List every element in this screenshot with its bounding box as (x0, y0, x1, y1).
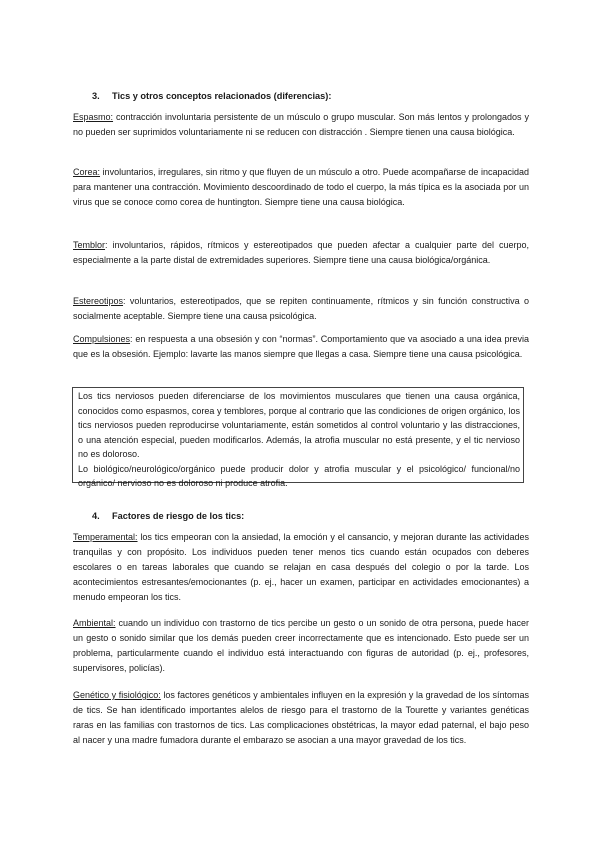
section-3-title: Tics y otros conceptos relacionados (diferencias): (112, 91, 332, 101)
term-label: Corea: (73, 167, 101, 177)
definition-estereotipos (73, 294, 529, 324)
factor-genetico (73, 688, 529, 748)
factor-text: los factores genéticos y ambientales influyen en la expresión y la gravedad de los síntomas de tics. Se han identificado importantes alelos de riesgo para el trastorno de la Tourette y variantes genéticas raras en las familias con trastornos de tics. Las complicaciones obstétricas, la mayor edad paternal, el bajo peso al nacer y una madre fumadora durante el embarazo se asocian a una mayor gravedad de los tics. (73, 690, 529, 745)
term-label: Temperamental: (73, 532, 138, 542)
section-3-number: 3. (92, 91, 100, 101)
term-label: Ambiental: (73, 618, 116, 628)
section-4-number: 4. (92, 511, 100, 521)
definition-text: : voluntarios, estereotipados, que se repiten continuamente, rítmicos y sin función constructiva o socialmente aceptable. Siempre tiene una causa psicológica. (73, 296, 529, 321)
section-4-heading (92, 509, 244, 524)
term-label: Temblor (73, 240, 106, 250)
definition-espasmo (73, 110, 529, 140)
definition-temblor (73, 238, 529, 268)
summary-box (72, 387, 524, 488)
factor-ambiental (73, 616, 529, 676)
definition-compulsiones (73, 332, 529, 362)
definition-corea (73, 165, 529, 210)
summary-paragraph-2: Lo biológico/neurológico/orgánico puede producir dolor y atrofia muscular y el psicológico/ funcional/no orgánico/ nervioso no es doloroso ni produce atrofia. (78, 463, 520, 488)
factor-temperamental (73, 530, 529, 605)
term-label: Estereotipos (73, 296, 124, 306)
definition-text: : involuntarios, rápidos, rítmicos y estereotipados que pueden afectar a cualquier parte del cuerpo, especialmente a la parte distal de extremidades superiores. Siempre tiene una causa biológica/orgánica. (73, 240, 529, 265)
term-label: Espasmo: (73, 112, 114, 122)
section-4-title: Factores de riesgo de los tics: (112, 511, 245, 521)
term-label: Genético y fisiológico: (73, 690, 161, 700)
definition-text: : en respuesta a una obsesión y con “normas”. Comportamiento que va asociado a una idea previa que es la obsesión. Ejemplo: lavarte las manos siempre que llegas a casa. Siempre tiene una causa psicológica. (73, 334, 529, 359)
factor-text: los tics empeoran con la ansiedad, la emoción y el cansancio, y mejoran durante las actividades tranquilas y con propósito. Los individuos pueden tener menos tics cuando están ocupados con deberes escolares o en tareas laborales que cuando se relajan en casa después del colegio o por la tarde. Los acontecimientos estresantes/emocionantes (p. ej., hacer un examen, participar en actividades emocionantes) a menudo empeoran los tics. (73, 532, 529, 602)
factor-text: cuando un individuo con trastorno de tics percibe un gesto o un sonido de otra persona, puede hacer un gesto o sonido similar que los demás pueden creer incorrectamente que es intencionado. Esto puede ser un problema, particularmente cuando el individuo está interactuando con figuras de autoridad (p. ej., profesores, supervisores, policías). (73, 618, 529, 673)
definition-text: contracción involuntaria persistente de un músculo o grupo muscular. Son más lentos y prolongados y no pueden ser suprimidos voluntariamente ni se reducen con distracción . Siempre tienen una causa biológica. (73, 112, 529, 137)
definition-text: involuntarios, irregulares, sin ritmo y que fluyen de un músculo a otro. Puede acompañarse de incapacidad para mantener una contracción. Movimiento descoordinado de todo el cuerpo, la más típica es la asociada por un virus que se conoce como corea de huntington. Siempre tiene una causa biológica. (73, 167, 529, 207)
section-3-heading (92, 89, 331, 104)
summary-paragraph-1: Los tics nerviosos pueden diferenciarse de los movimientos musculares que tienen una causa orgánica, conocidos como espasmos, corea y temblores, porque al contrario que las condiciones de origen orgánico, los tics nerviosos pueden reproducirse voluntariamente, están sometidos al control voluntario y las distracciones, o una atención especial, pueden modificarlos. Además, la atrofia muscular no está presente, y el tic nervioso no es doloroso. (78, 391, 520, 459)
term-label: Compulsiones (73, 334, 131, 344)
